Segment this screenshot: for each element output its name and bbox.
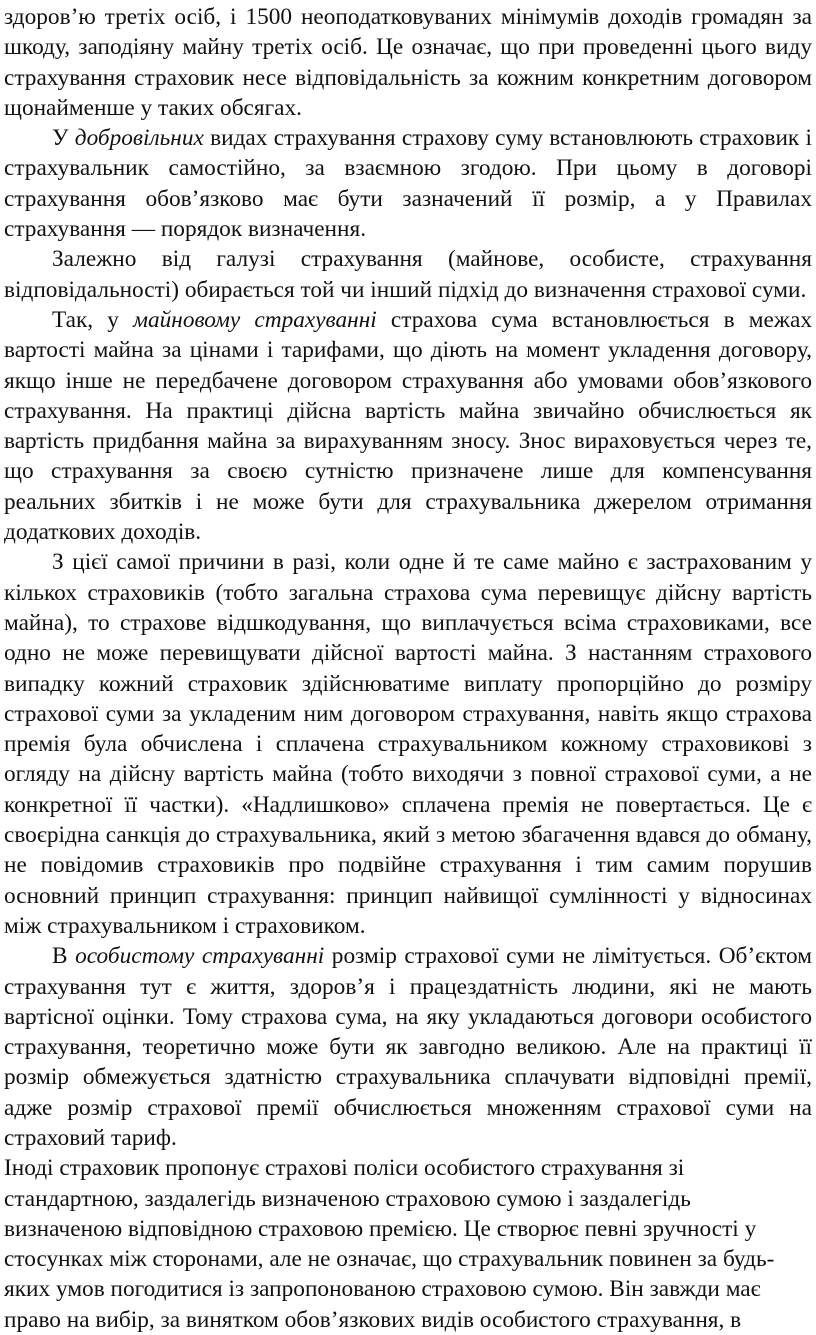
text-segment: страхова сума встановлюється в межах вартості майна за цінами і тарифами, що діють на момент укладення договору, якщо інше не передбачене договором страхування або умовами обов’язкового страхування. На практиці дійсна вартість майна звичайно обчислюється як вартість придбання майна за вирахуванням зносу. Знос вираховується через те, що страхування за своєю сутністю призначене лише для компенсування реальних збитків і не може бути для страхувальника джерелом отримання додаткових доходів. [4,306,812,546]
paragraph-continuation [4,2,812,123]
paragraph-voluntary-insurance [4,123,812,244]
text-segment: В [52,943,76,970]
paragraph-property-insurance [4,305,812,547]
text-segment: розмір страхової суми не лімітується. Об’єктом страхування тут є життя, здоров’я і працездатність людини, які не мають вартісної оцінки. Тому страхова сума, на яку укладаються договори особистого страхування, теоретично може бути як завгодно великою. Але на практиці її розмір обмежується здатністю страхувальника сплачувати відповідні премії, адже розмір страхової премії обчислюється множенням страхової суми на страховий тариф. [4,943,812,1151]
italic-term: майновому страхуванні [133,306,377,333]
text-segment: Так, у [52,306,134,333]
paragraph-double-insurance [4,547,812,941]
text-segment: Іноді страховик пропонує страхові поліси особистого страхування зі стандартною, заздалегідь визначеною страховою сумою і заздалегідь визначеною відповідною страховою премією. Це створює певні зручності у стосунках між сторонами, але не означає, що страхувальник повинен за будь-яких умов погодитися із запропонованою страховою сумою. Він завжди має право на вибір, за винятком обов’язкових видів особистого страхування, в [4,1155,775,1333]
text-segment: З цієї самої причини в разі, коли одне й те саме майно є застрахованим у кількох страховиків (тобто загальна страхова сума перевищує дійсну вартість майна), то страхове відшкодування, що виплачується всіма страховиками, все одно не може перевищувати дійсної вартості майна. З настанням страхового випадку кожний страховик здійснюватиме виплату пропорційно до розміру страхової суми за укладеним ним договором страхування, навіть якщо страхова премія була обчислена і сплачена страхувальником кожному страховикові з огляду на дійсну вартість майна (тобто виходячи з повної страхової суми, а не конкретної її частки). «Надлишково» сплачена премія не повертається. Це є своєрідна санкція до страхувальника, який з метою збагачення вдався до обману, не повідомив страховиків про подвійне страхування і тим самим порушив основний принцип страхування: принцип найвищої сумлінності у відносинах між страхувальником і страховиком. [4,549,812,939]
paragraph-approach [4,244,812,305]
paragraph-personal-insurance [4,941,812,1153]
paragraph-standard-policies [4,1153,812,1335]
text-segment: видах страхування страхову суму встановлюють страховик і страхувальник самостійно, за взаємною згодою. При цьому в договорі страхування обов’язково має бути зазначений її розмір, а у Правилах страхування — порядок визначення. [4,125,812,243]
text-segment: здоров’ю третіх осіб, і 1500 неоподатковуваних мінімумів доходів громадян за шкоду, заподіяну майну третіх осіб. Це означає, що при проведенні цього виду страхування страховик несе відповідальність за кожним конкретним договором щонайменше у таких обсягах. [4,4,812,121]
text-segment: Залежно від галузі страхування (майнове, особисте, страхування відповідальності) обирається той чи інший підхід до визначення страхової суми. [4,246,812,303]
italic-term: добровільних [74,125,204,152]
text-segment: У [52,125,75,152]
italic-term: особистому страхуванні [75,943,325,970]
